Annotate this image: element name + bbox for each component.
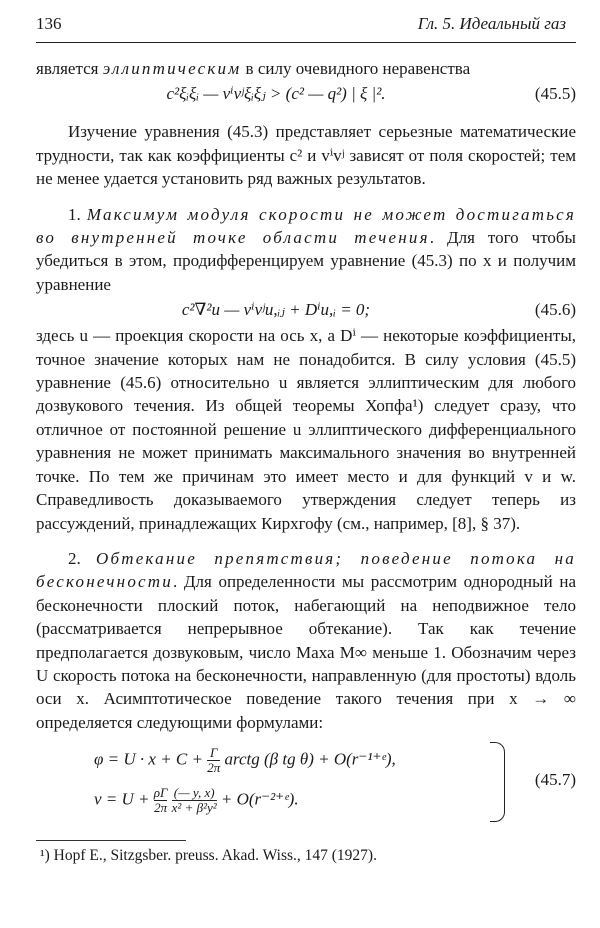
equation-45-6-number: (45.6) bbox=[534, 300, 576, 320]
equation-45-5-formula: c²ξᵢξᵢ — vⁱvʲξᵢξⱼ > (c² — q²) | ξ |². bbox=[166, 84, 386, 104]
item-2 bbox=[36, 547, 576, 734]
running-head bbox=[36, 14, 576, 43]
fraction-numerator: ρΓ bbox=[153, 785, 168, 801]
equation-45-7-line-2 bbox=[94, 786, 299, 815]
equation-45-7-line-1 bbox=[94, 746, 396, 775]
book-page bbox=[36, 14, 576, 865]
chapter-title: Гл. 5. Идеальный газ bbox=[417, 14, 566, 33]
fraction-y-x bbox=[172, 786, 217, 815]
page-number: 136 bbox=[36, 14, 62, 33]
fraction-numerator: Γ bbox=[210, 745, 218, 761]
item-2-title: Обтекание препятствия; поведение потока на бесконечности bbox=[36, 548, 577, 592]
right-brace bbox=[490, 742, 505, 822]
item-1-rest: . Для того чтобы убедиться в этом, продифференцируем уравнение (45.3) по x и получим уравнение bbox=[36, 228, 576, 294]
footnote-rule bbox=[36, 840, 186, 841]
intro-plain: является bbox=[36, 59, 103, 78]
fraction-denominator: 2π bbox=[154, 800, 168, 816]
fraction-gamma-2pi bbox=[207, 746, 220, 775]
intro-emphasis: эллиптическим bbox=[102, 59, 242, 78]
equation-45-7-number: (45.7) bbox=[534, 770, 576, 790]
fraction-numerator: (— y, x) bbox=[173, 785, 215, 801]
fraction-denominator: 2π bbox=[207, 760, 221, 776]
footnote: ¹) Hopf E., Sitzgsber. preuss. Akad. Wiss., 147 (1927). bbox=[40, 847, 377, 865]
item-2-lead: 2. bbox=[68, 548, 96, 568]
eq-45-7-l1-start: φ = U · x + C + bbox=[94, 749, 208, 769]
fraction-denominator: x² + β²y² bbox=[171, 800, 217, 816]
intro-line bbox=[36, 57, 576, 80]
equation-45-6 bbox=[36, 296, 576, 324]
equation-45-5-number: (45.5) bbox=[534, 84, 576, 104]
equation-45-5 bbox=[36, 80, 576, 108]
eq-45-7-l2-end: + O(r⁻²⁺ᵉ). bbox=[216, 789, 299, 809]
paragraph-here: здесь u — проекция скорости на ось x, а Dⁱ — некоторые коэффициенты, точное значение которых нам не понадобится. В силу условия (45.5) уравнение (45.6) относительно u является эллиптическим для любого дозвукового течения. Из общей теоремы Хопфа¹) следует сразу, что отличное от постоянной решение u эллиптического дифференциального уравнения не может принимать максимального значения во внутренней точке. По тем же причинам это имеет место и для функций v и w. Справедливость доказываемого утверждения следует теперь из рассуждений, принадлежащих Кирхгофу (см., например, [8], § 37). bbox=[36, 326, 576, 533]
item-1-title: Максимум модуля скорости не может достигаться во внутренней точке области течения bbox=[36, 204, 577, 248]
equation-45-7 bbox=[36, 742, 576, 828]
item-2-rest: . Для определенности мы рассмотрим однородный на бесконечности плоский поток, набегающий на неподвижное тело (рассматривается непрерывное обтекание). Так как течение предполагается дозвуковым, число Маха M∞ меньше 1. Обозначим через U скорость потока на бесконечности, направленную (для простоты) вдоль оси x. Асимптотическое поведение такого течения при x → ∞ определяется следующими формулами: bbox=[36, 572, 576, 732]
item-1-lead: 1. bbox=[68, 204, 87, 224]
intro-rest: в силу очевидного неравенства bbox=[241, 59, 471, 78]
paragraph-study: Изучение уравнения (45.3) представляет серьезные математические трудности, так как коэффициенты c² и vⁱvʲ зависят от поля скоростей; тем не менее удается установить ряд важных результатов. bbox=[36, 122, 576, 189]
equation-45-6-formula: c²∇²u — vⁱvʲu,ᵢⱼ + Dⁱu,ᵢ = 0; bbox=[181, 300, 371, 320]
eq-45-7-l1-end: arctg (β tg θ) + O(r⁻¹⁺ᵉ), bbox=[220, 749, 396, 769]
eq-45-7-l2-start: v = U + bbox=[94, 789, 154, 809]
fraction-rho-gamma-2pi bbox=[154, 786, 168, 815]
item-1 bbox=[36, 203, 576, 297]
